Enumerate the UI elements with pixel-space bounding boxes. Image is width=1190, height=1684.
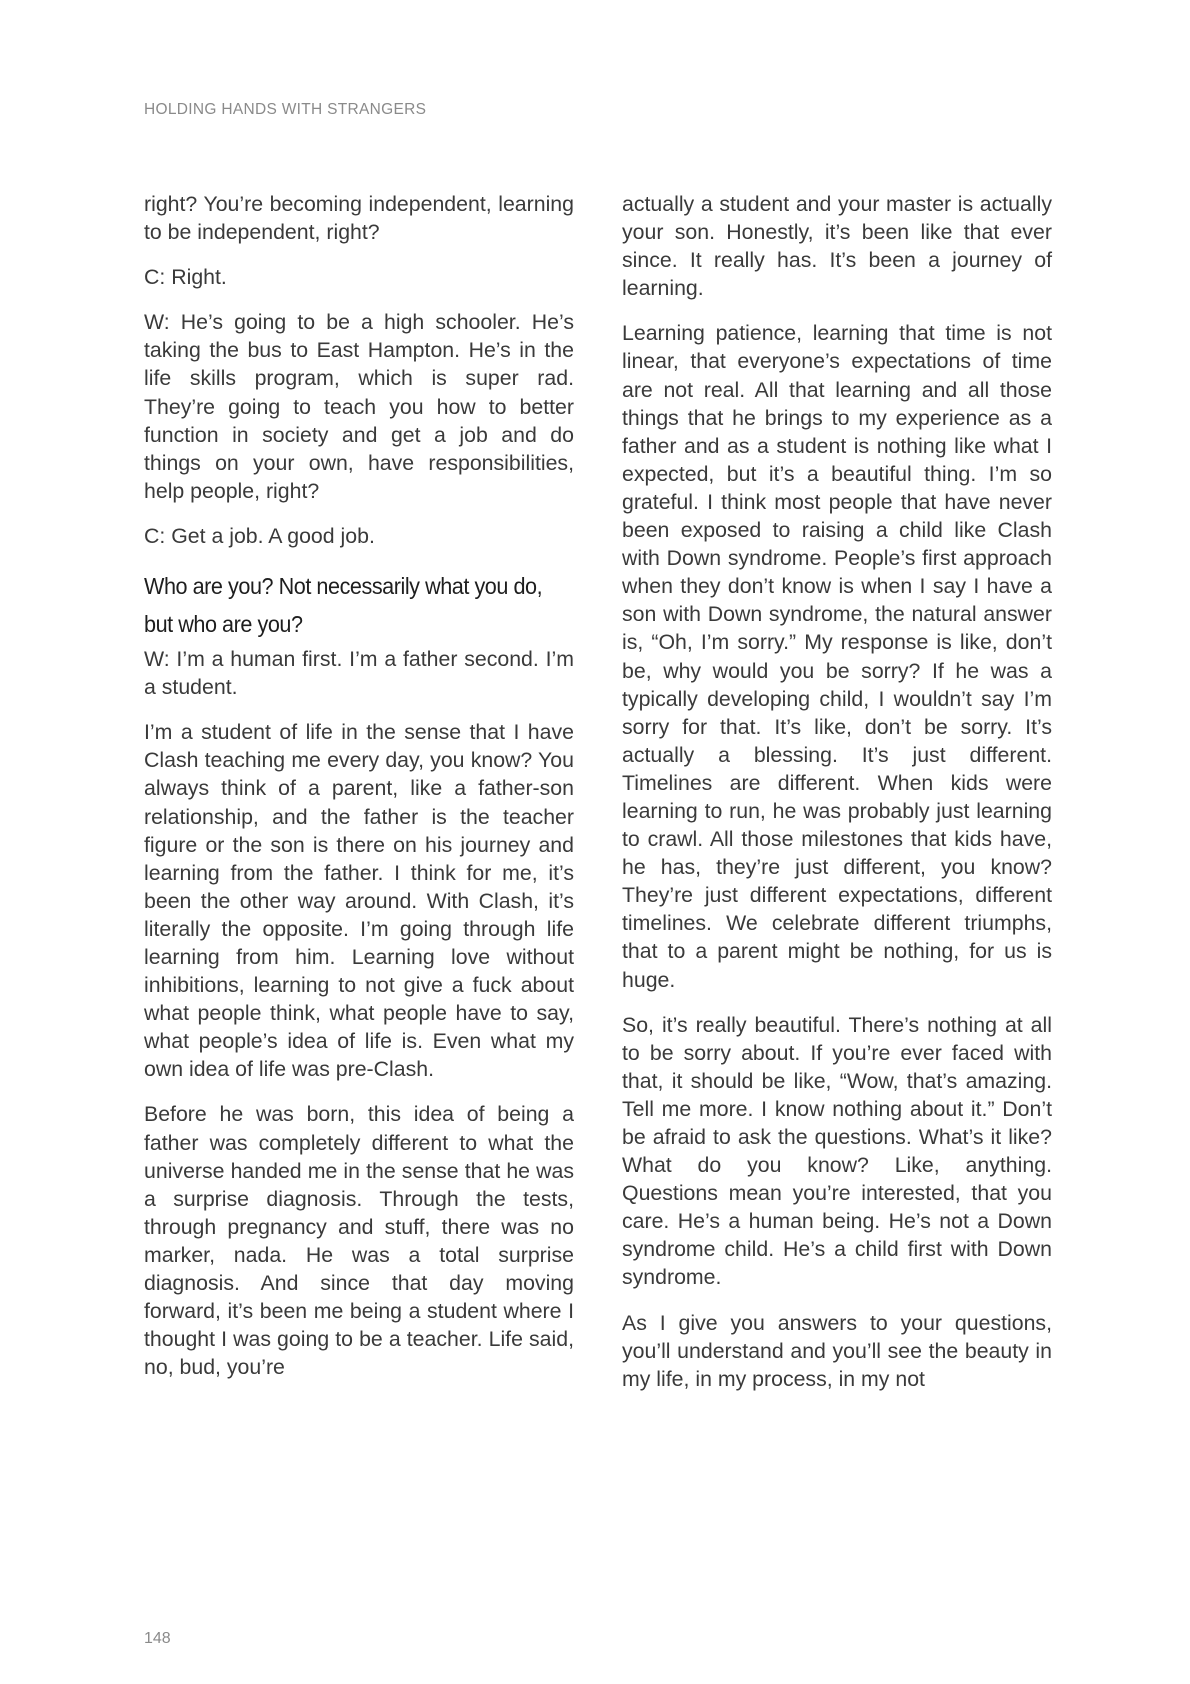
paragraph: W: I’m a human first. I’m a father second. I’m a student. bbox=[144, 647, 574, 700]
paragraph: actually a student and your master is actually your son. Honestly, it’s been like that ever since. It really has. It’s been a journey of learning. bbox=[622, 192, 1052, 301]
left-column bbox=[144, 190, 574, 1398]
paragraph: I’m a student of life in the sense that I have Clash teaching me every day, you know? You always think of a parent, like a father-son relationship, and the father is the teacher figure or the son is there on his journey and learning from the father. I think for me, it’s been the other way around. With Clash, it’s literally the opposite. I’m going through life learning from him. Learning love without inhibitions, learning to not give a fuck about what people think, what people have to say, what people’s idea of life is. Even what my own idea of life was pre-Clash. bbox=[144, 720, 574, 1082]
page-number: 148 bbox=[144, 1630, 171, 1647]
question-line-2: but who are you? bbox=[144, 611, 303, 638]
paragraph: W: He’s going to be a high schooler. He’s taking the bus to East Hampton. He’s in the life skills program, which is super rad. They’re going to teach you how to better function in society and get a job and do things on your own, have responsibilities, help people, right? bbox=[144, 310, 574, 503]
paragraph: Before he was born, this idea of being a father was completely different to what the universe handed me in the sense that he was a surprise diagnosis. Through the tests, through pregnancy and stuff, there was no marker, nada. He was a total surprise diagnosis. And since that day moving forward, it’s been me being a student where I thought I was going to be a teacher. Life said, no, bud, you’re bbox=[144, 1102, 574, 1380]
question-line-1: Who are you? Not necessarily what you do, bbox=[144, 573, 543, 600]
paragraph: Learning patience, learning that time is not linear, that everyone’s expectations of time are not real. All that learning and all those things that he brings to my experience as a father and as a student is nothing like what I expected, but it’s a beautiful thing. I’m so grateful. I think most people that have never been exposed to raising a child like Clash with Down syndrome. People’s first approach when they don’t know is when I say I have a son with Down syndrome, the natural answer is, “Oh, I’m sorry.” My response is like, don’t be, why would you be sorry? If he was a typically developing child, I wouldn’t say I’m sorry for that. It’s like, don’t be sorry. It’s actually a blessing. It’s just different. Timelines are different. When kids were learning to run, he was probably just learning to crawl. All those milestones that kids have, he has, they’re just different, you know? They’re just different expectations, different timelines. We celebrate different triumphs, that to a parent might be nothing, for us is huge. bbox=[622, 321, 1052, 992]
interview-question bbox=[144, 567, 576, 643]
paragraph: As I give you answers to your questions, you’ll understand and you’ll see the beauty in my life, in my process, in my not bbox=[622, 1310, 1052, 1391]
dialogue-line: C: Get a job. A good job. bbox=[144, 523, 375, 548]
running-head: HOLDING HANDS WITH STRANGERS bbox=[144, 101, 427, 118]
paragraph: right? You’re becoming independent, learning to be independent, right? bbox=[144, 192, 574, 245]
paragraph: So, it’s really beautiful. There’s nothing at all to be sorry about. If you’re ever faced with that, it should be like, “Wow, that’s amazing. Tell me more. I know nothing about it.” Don’t be afraid to ask the questions. What’s it like? What do you know? Like, anything. Questions mean you’re interested, that you care. He’s a human being. He’s not a Down syndrome child. He’s a child first with Down syndrome. bbox=[622, 1012, 1052, 1290]
right-column bbox=[622, 190, 1052, 1410]
dialogue-line: C: Right. bbox=[144, 265, 227, 290]
